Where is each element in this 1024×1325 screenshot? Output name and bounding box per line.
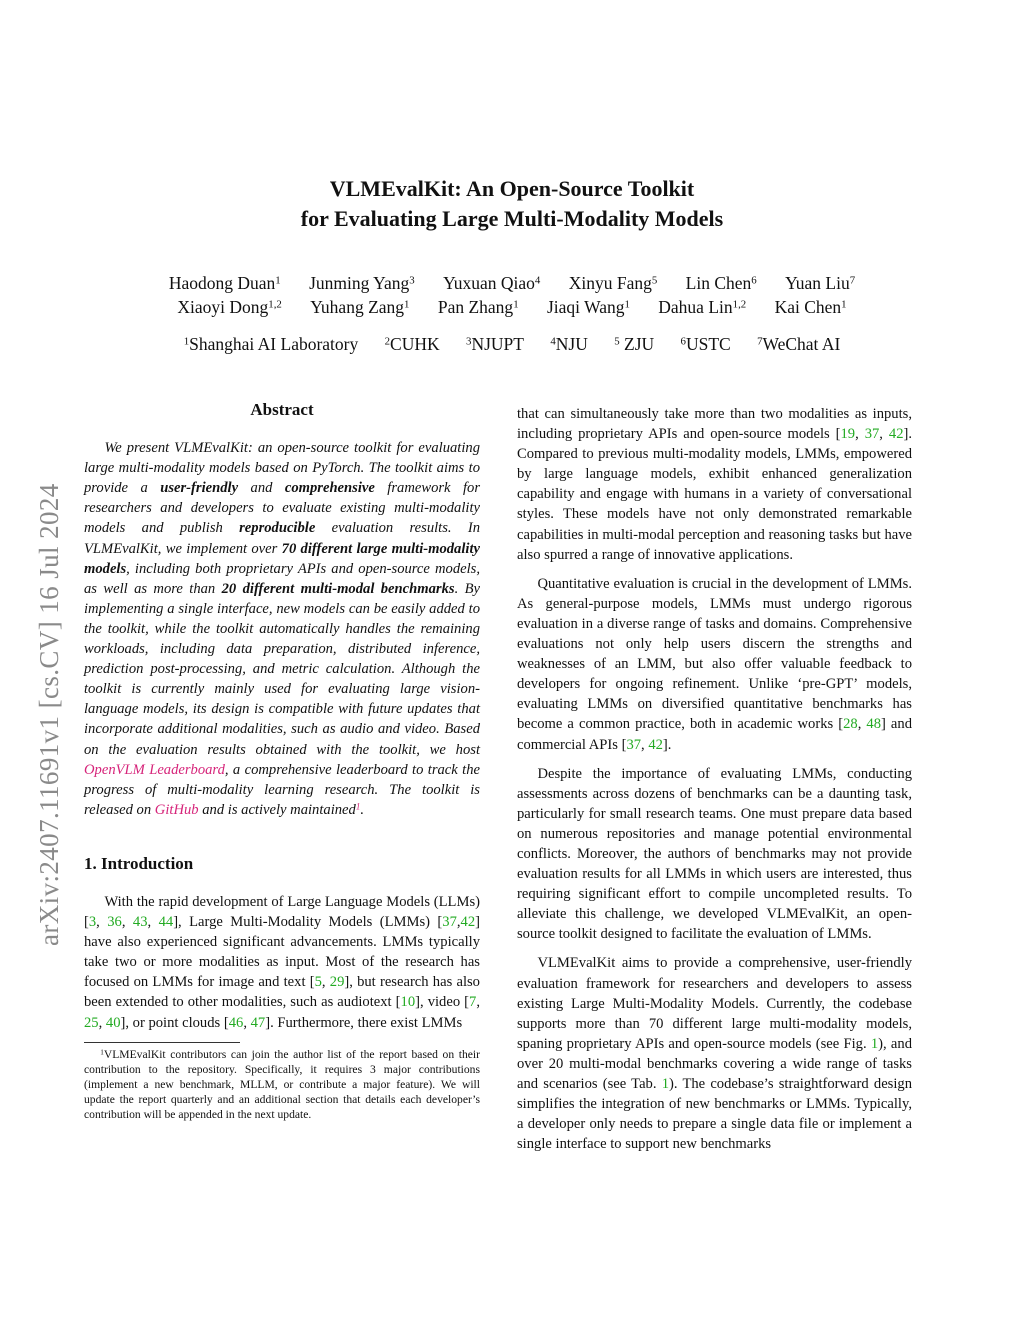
- footnote-number: 1: [100, 1048, 104, 1057]
- intro-paragraph: With the rapid development of Large Language Models (LLMs) [3, 36, 43, 44], Large Multi-Modality Models (LMMs) [37,42] have also experienced significant advancements. LMMs typically take two or more modalities as input. Most of the research has focused on LMMs for image and text [5, 29], but research has also been extended to other modalities, such as audiotext [10], video [7, 25, 40], or point clouds [46, 47]. Furthermore, there exist LMMs: [84, 893, 481, 1031]
- author: Yuxuan Qiao$^4$: [443, 273, 541, 293]
- arxiv-sidebar-identifier: arXiv:2407.11691v1 [cs.CV] 16 Jul 2024: [34, 483, 64, 946]
- openvlm-leaderboard-link[interactable]: OpenVLM Leaderboard: [84, 761, 225, 778]
- author: Xinyu Fang$^5$: [568, 273, 658, 293]
- citation-link[interactable]: 3: [88, 914, 97, 931]
- citation-link[interactable]: 29: [329, 974, 345, 991]
- citation-link[interactable]: 7: [469, 994, 477, 1011]
- author: Yuan Liu$^7$: [785, 273, 856, 293]
- author-row-1: [0, 271, 1024, 295]
- footnote: $^1$VLMEvalKit contributors can join the author list of the report based on their contribution to the repository. Specifically, it requires 3 major contributions (implement a new benchmark, MLLM, or contribute a major feature). We will update the report quarterly and an additional section that details each developer’s contribution will be appended in the next update.: [84, 1047, 480, 1122]
- author-row-2: [0, 295, 1024, 319]
- citation-link[interactable]: 19: [840, 426, 856, 443]
- citation-link[interactable]: 42: [460, 914, 476, 931]
- author: Yuhang Zang$^1$: [310, 297, 410, 317]
- citation-link[interactable]: 46: [228, 1014, 244, 1031]
- abstract-heading: Abstract: [250, 400, 314, 419]
- citation-link[interactable]: 37: [442, 914, 457, 931]
- figure-ref-link[interactable]: 1: [870, 1035, 879, 1052]
- paragraph: VLMEvalKit aims to provide a comprehensive, user-friendly evaluation framework for researchers and developers to assess existing Large Multi-Modality Models. Currently, the codebase supports more than 70 different large multi-modality models, spaning proprietary APIs and open-source models (see Fig. 1), and over 20 multi-modal benchmarks covering a wide range of tasks and scenarios (see Tab. 1). The codebase’s straightforward design simplifies the integration of new benchmarks or LMMs. Typically, a developer only needs to prepare a single data file or implement a single interface to support new benchmarks: [517, 955, 912, 1153]
- affiliation: $^1$Shanghai AI Laboratory: [183, 334, 359, 354]
- author: Jiaqi Wang$^1$: [546, 297, 630, 317]
- author: Junming Yang$^3$: [309, 273, 415, 293]
- author: Haodong Duan$^1$: [168, 273, 281, 293]
- affiliation: $^7$WeChat AI: [757, 334, 841, 354]
- citation-link[interactable]: 48: [866, 716, 881, 733]
- citation-link[interactable]: 47: [250, 1014, 266, 1031]
- affiliation: $^5$ ZJU: [614, 334, 655, 354]
- github-link[interactable]: GitHub: [154, 801, 199, 818]
- citation-link[interactable]: 5: [314, 974, 322, 991]
- author: Dahua Lin$^{1,2}$: [658, 297, 747, 317]
- right-column: [517, 404, 912, 1163]
- paragraph: Despite the importance of evaluating LMMs, conducting assessments across dozens of benchmarks can be a daunting task, particularly for small research teams. One must prepare data based on numerous repositories and manage potential environmental conflicts. Moreover, the authors of benchmarks may not provide evaluation results for all LMMs in which users are interested, thus requiring significant effort to compile uncompleted results. To alleviate this challenge, we developed VLMEvalKit, an open-source toolkit designed to facilitate the evaluation of LMMs.: [517, 765, 912, 943]
- footnote-marker[interactable]: 1: [355, 801, 361, 812]
- affiliation: $^6$USTC: [680, 334, 731, 354]
- citation-link[interactable]: 25: [84, 1014, 99, 1031]
- paragraph: Quantitative evaluation is crucial in the development of LMMs. As general-purpose models, LMMs must undergo rigorous evaluation in a diverse range of tasks and domains. Comprehensive evaluations not only help users discern the strengths and weaknesses of an LMM, but also offer valuable feedback to developers for ongoing refinement. Unlike ‘pre-GPT’ models, evaluating LMMs on diversified quantitative benchmarks has become a common practice, both in academic works [28, 48] and commercial APIs [37, 42].: [517, 575, 912, 753]
- citation-link[interactable]: 42: [888, 426, 904, 443]
- citation-link[interactable]: 28: [843, 716, 858, 733]
- title-line-2: for Evaluating Large Multi-Modality Models: [300, 206, 724, 231]
- author: Xiaoyi Dong$^{1,2}$: [177, 297, 282, 317]
- paragraph: that can simultaneously take more than two modalities as inputs, including proprietary APIs and open-source models [19, 37, 42]. Compared to previous multi-modality models, LMMs, empowered by large language models, exhibit enhanced generalization capability and engage with humans in a variety of conversational styles. These models have not only demonstrated remarkable capabilities in multi-modal perception and reasoning tasks but have also spurred a range of innovative applications.: [517, 406, 913, 563]
- citation-link[interactable]: 10: [400, 994, 416, 1011]
- table-ref-link[interactable]: 1: [661, 1076, 669, 1092]
- affiliation: $^3$NJUPT: [466, 334, 524, 354]
- affiliation: $^4$NJU: [550, 334, 588, 354]
- author-list: [0, 271, 1024, 319]
- author: Pan Zhang$^1$: [437, 297, 519, 317]
- affiliation-list: [0, 332, 1024, 356]
- citation-link[interactable]: 43: [132, 914, 148, 931]
- affiliation: $^2$CUHK: [384, 334, 440, 354]
- citation-link[interactable]: 37: [864, 426, 880, 443]
- introduction-heading: 1. Introduction: [84, 853, 194, 873]
- author: Lin Chen$^6$: [685, 273, 757, 293]
- paper-title: [0, 174, 1024, 234]
- citation-link[interactable]: 40: [105, 1014, 121, 1031]
- title-line-1: VLMEvalKit: An Open-Source Toolkit: [329, 176, 695, 201]
- citation-link[interactable]: 42: [648, 736, 663, 753]
- author: Kai Chen$^1$: [774, 297, 847, 317]
- citation-link[interactable]: 37: [626, 736, 642, 753]
- left-column: [84, 400, 480, 1123]
- footnote-divider: [84, 1042, 240, 1043]
- abstract-text: We present VLMEvalKit: an open-source toolkit for evaluating large multi-modality models based on PyTorch. The toolkit aims to provide a user-friendly and comprehensive framework for researchers and developers to evaluate existing multi-modality models and publish reproducible evaluation results. In VLMEvalKit, we implement over 70 different large multi-modality models, including both proprietary APIs and open-source models, as well as more than 20 different multi-modal benchmarks. By implementing a single interface, new models can be easily added to the toolkit, while the toolkit automatically handles the remaining workloads, including data preparation, distributed inference, prediction post-processing, and metric calculation. Although the toolkit is currently mainly used for evaluating large vision-language models, its design is compatible with future updates that incorporate additional modalities, such as audio and video. Based on the evaluation results obtained with the toolkit, we host OpenVLM Leaderboard, a comprehensive leaderboard to track the progress of multi-modality learning research. The toolkit is released on GitHub and is actively maintained$^1$.: [84, 440, 481, 818]
- citation-link[interactable]: 44: [158, 914, 174, 931]
- citation-link[interactable]: 36: [107, 914, 122, 931]
